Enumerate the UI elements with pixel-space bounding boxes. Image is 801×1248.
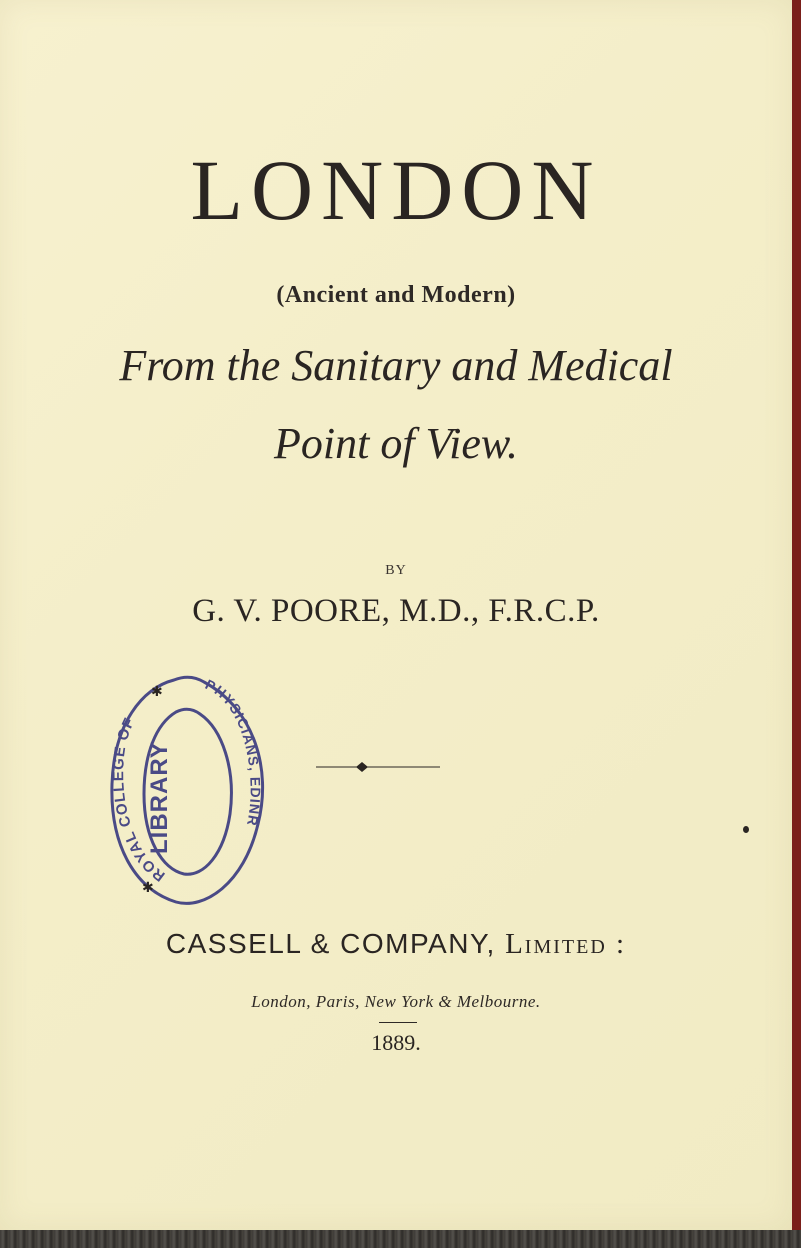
publisher-line: [0, 928, 792, 961]
subtitle: (Ancient and Modern): [276, 282, 516, 308]
heading-line-2: Point of View.: [274, 419, 518, 468]
ink-dot: [743, 826, 749, 833]
book-title: LONDON: [190, 142, 602, 238]
publisher-cities: London, Paris, New York & Melbourne.: [251, 992, 541, 1011]
publisher-name: CASSELL & COMPANY,: [165, 928, 496, 959]
library-stamp: [104, 674, 274, 910]
star-top-icon: ✱: [151, 684, 163, 700]
by-label: BY: [385, 563, 407, 578]
stamp-center-text: LIBRARY: [146, 741, 173, 854]
star-bottom-icon: ✱: [142, 880, 154, 896]
heading-line-1: From the Sanitary and Medical: [119, 341, 673, 390]
stamp-left-text: ROYAL COLLEGE OF: [110, 714, 169, 885]
book-cover-edge: [792, 0, 801, 1248]
book-bottom-edge: [0, 1230, 801, 1248]
author-name: G. V. POORE, M.D., F.R.C.P.: [192, 593, 600, 629]
diamond-icon: [356, 762, 368, 772]
stamp-right-text: PHYSICIANS, EDINR: [202, 676, 264, 828]
short-rule: [379, 1022, 417, 1023]
publisher-suffix: Limited :: [505, 928, 627, 960]
publication-year: 1889.: [371, 1030, 421, 1055]
ornament-rule: [316, 760, 440, 774]
